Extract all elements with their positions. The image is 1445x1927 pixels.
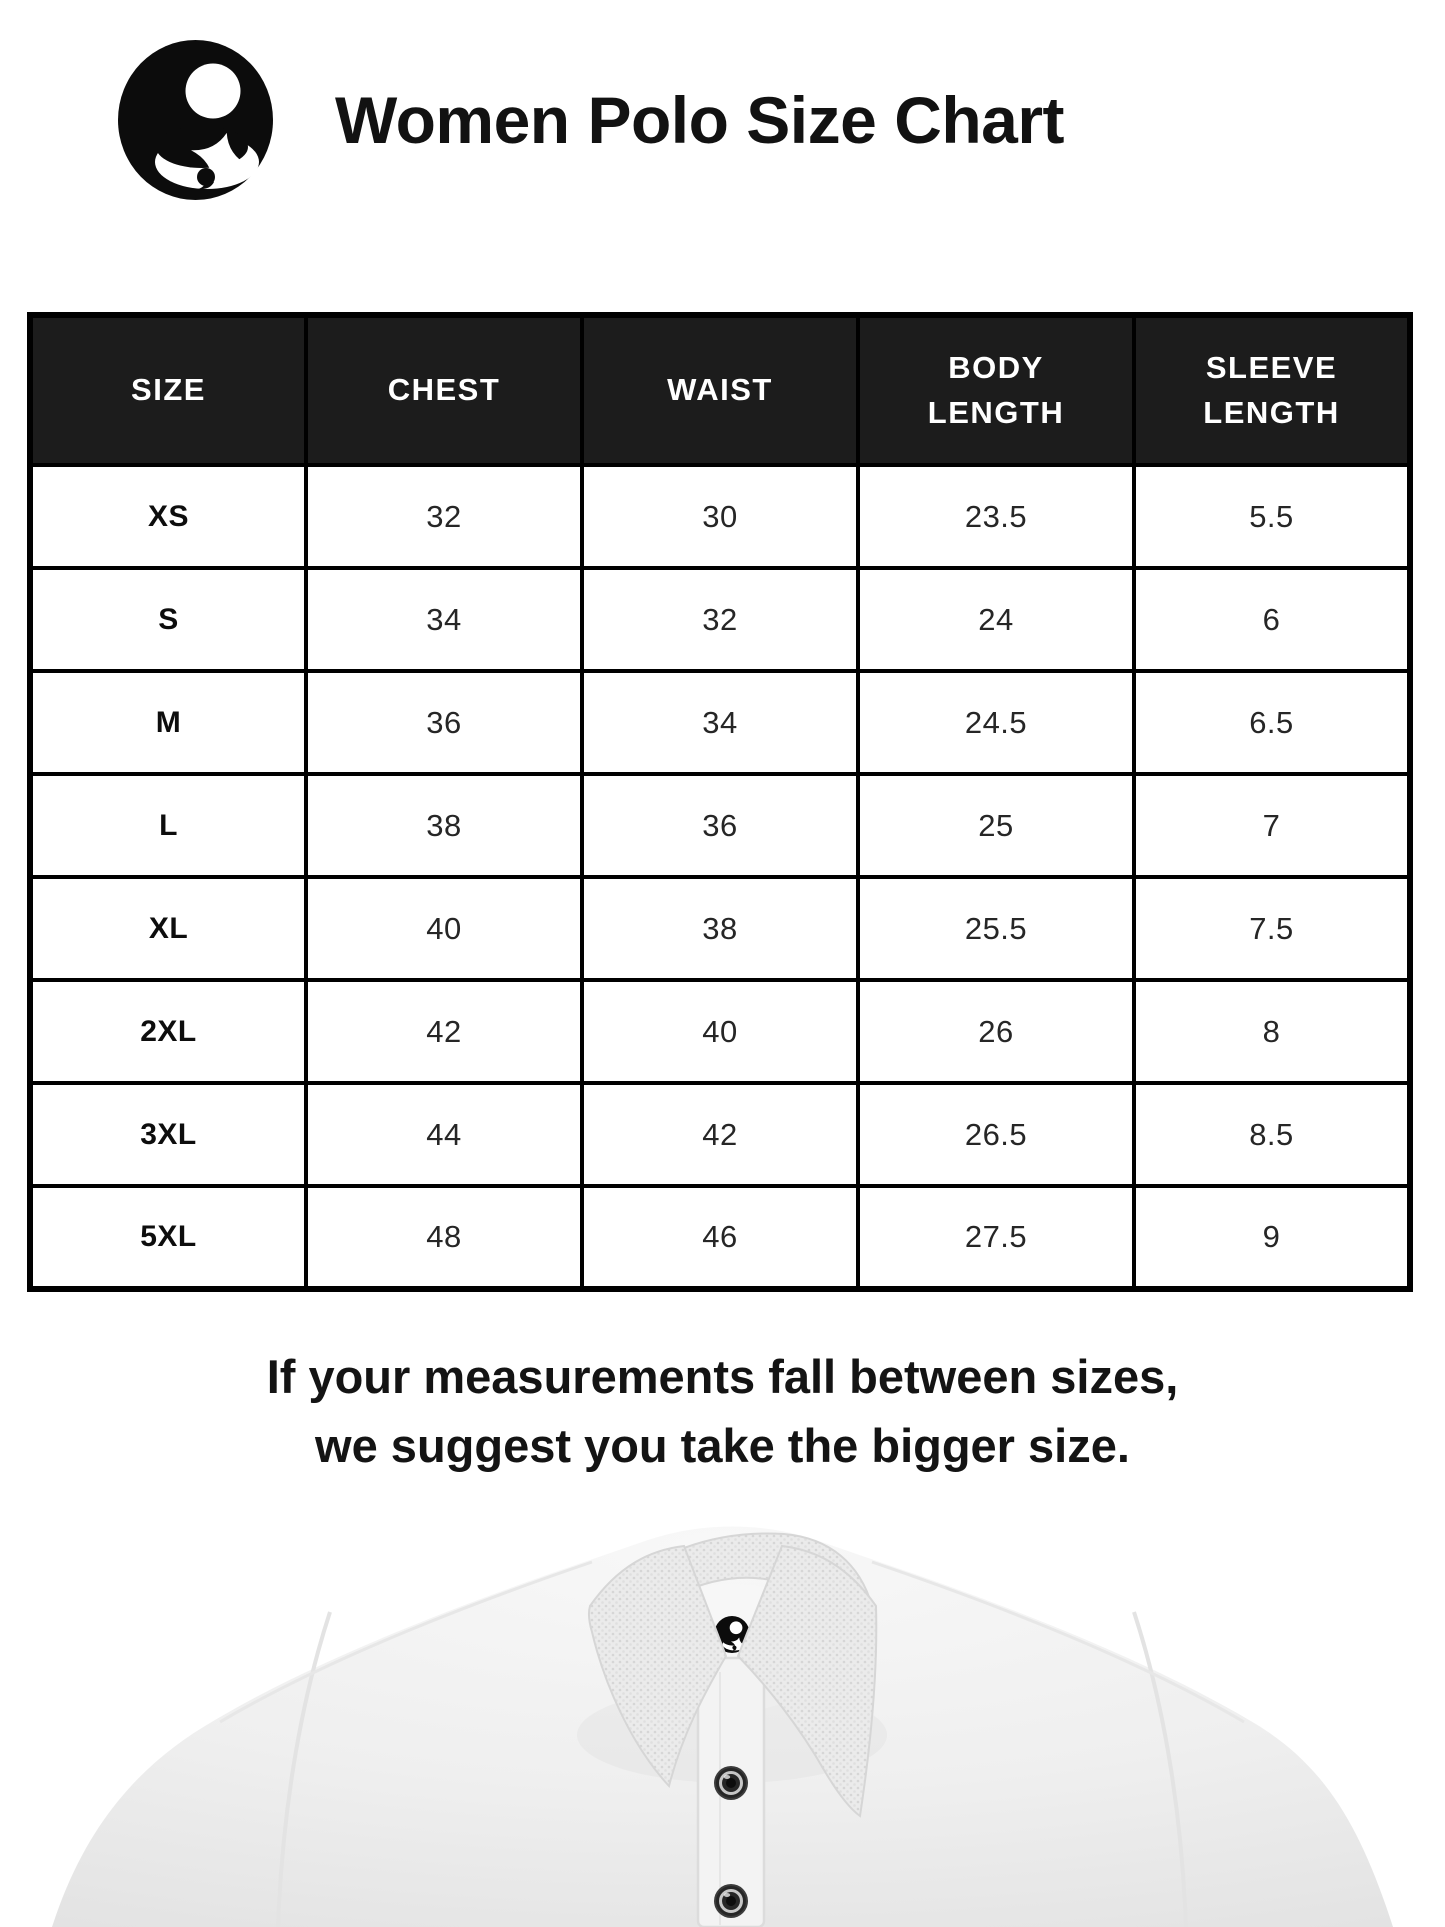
brand-logo-icon (118, 40, 273, 200)
cell-body-length: 25.5 (858, 877, 1134, 980)
cell-waist: 34 (582, 671, 858, 774)
cell-sleeve-length: 6.5 (1134, 671, 1410, 774)
cell-chest: 40 (306, 877, 582, 980)
cell-size: L (30, 774, 306, 877)
polo-button (714, 1884, 748, 1918)
column-header-chest: CHEST (306, 315, 582, 465)
column-header-size: SIZE (30, 315, 306, 465)
cell-sleeve-length: 6 (1134, 568, 1410, 671)
cell-chest: 42 (306, 980, 582, 1083)
table-row (30, 1186, 1410, 1289)
sizing-note-line-2: we suggest you take the bigger size. (315, 1419, 1130, 1472)
cell-sleeve-length: 8 (1134, 980, 1410, 1083)
cell-sleeve-length: 7 (1134, 774, 1410, 877)
cell-waist: 40 (582, 980, 858, 1083)
column-header-body-length: BODY LENGTH (858, 315, 1134, 465)
cell-body-length: 23.5 (858, 465, 1134, 568)
cell-size: XS (30, 465, 306, 568)
cell-sleeve-length: 9 (1134, 1186, 1410, 1289)
cell-size: S (30, 568, 306, 671)
cell-waist: 38 (582, 877, 858, 980)
cell-body-length: 27.5 (858, 1186, 1134, 1289)
cell-chest: 48 (306, 1186, 582, 1289)
cell-waist: 36 (582, 774, 858, 877)
cell-size: XL (30, 877, 306, 980)
cell-waist: 42 (582, 1083, 858, 1186)
page-title: Women Polo Size Chart (335, 83, 1065, 157)
polo-button (714, 1766, 748, 1800)
cell-chest: 36 (306, 671, 582, 774)
cell-size: M (30, 671, 306, 774)
page-header (118, 38, 1064, 202)
size-chart-table (27, 312, 1413, 1292)
cell-body-length: 26 (858, 980, 1134, 1083)
column-header-waist: WAIST (582, 315, 858, 465)
cell-chest: 32 (306, 465, 582, 568)
table-row (30, 465, 1410, 568)
cell-sleeve-length: 7.5 (1134, 877, 1410, 980)
cell-chest: 44 (306, 1083, 582, 1186)
cell-sleeve-length: 5.5 (1134, 465, 1410, 568)
cell-waist: 46 (582, 1186, 858, 1289)
table-row (30, 1083, 1410, 1186)
cell-chest: 38 (306, 774, 582, 877)
table-row (30, 774, 1410, 877)
sizing-note-line-1: If your measurements fall between sizes, (266, 1350, 1179, 1403)
cell-size: 3XL (30, 1083, 306, 1186)
table-row (30, 568, 1410, 671)
cell-body-length: 24 (858, 568, 1134, 671)
sizing-note (0, 1342, 1445, 1480)
table-row (30, 980, 1410, 1083)
table-row (30, 877, 1410, 980)
cell-size: 2XL (30, 980, 306, 1083)
cell-body-length: 24.5 (858, 671, 1134, 774)
polo-shirt-photo (30, 1520, 1415, 1927)
cell-chest: 34 (306, 568, 582, 671)
cell-size: 5XL (30, 1186, 306, 1289)
cell-body-length: 26.5 (858, 1083, 1134, 1186)
cell-sleeve-length: 8.5 (1134, 1083, 1410, 1186)
cell-waist: 32 (582, 568, 858, 671)
column-header-sleeve-length: SLEEVE LENGTH (1134, 315, 1410, 465)
table-header (30, 315, 1410, 465)
table-row (30, 671, 1410, 774)
cell-waist: 30 (582, 465, 858, 568)
header-row (30, 315, 1410, 465)
cell-body-length: 25 (858, 774, 1134, 877)
